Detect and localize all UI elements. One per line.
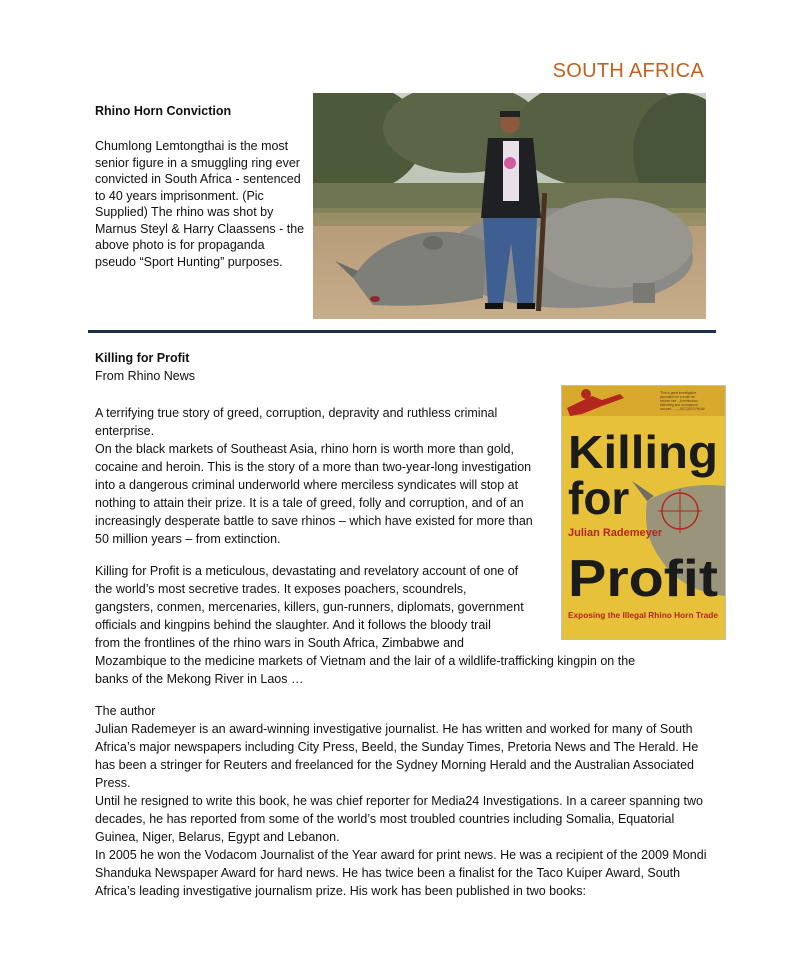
cover-title-line3: Profit: [568, 550, 718, 608]
cover-author: Julian Rademeyer: [568, 527, 663, 539]
cover-title-line1: Killing: [568, 426, 718, 478]
summary-line: the world’s most secretive trades. It exposes poachers, scoundrels,: [95, 582, 467, 596]
cover-title-line2: for: [568, 472, 630, 524]
book-description-intro: A terrifying true story of greed, corruption, depravity and ruthless criminal enterprise.: [95, 406, 498, 438]
killing-for-profit-heading: Killing for Profit: [95, 351, 190, 365]
author-paragraph-3: In 2005 he won the Vodacom Journalist of the Year award for print news. He was a recipient of the 2009 Mondi Shanduka Newspaper Award for hard news. He has twice been a finalist for the Taco Kuiper Award, South Africa’s leading investigative journalism prize. His work has been published in two books:: [95, 848, 707, 898]
cover-blurb: 'This is great investigative journalism on a scale we seldom see... A meticulous, disturbing and courageous account...' — JACQUES PAUW: [660, 391, 705, 411]
rhino-conviction-heading: Rhino Horn Conviction: [95, 104, 232, 118]
source-line: From Rhino News: [95, 369, 196, 383]
summary-line: gangsters, conmen, mercenaries, killers, gun-runners, diplomats, government: [95, 600, 524, 614]
section-divider: [88, 330, 716, 333]
summary-line: Mozambique to the medicine markets of Vietnam and the lair of a wildlife-trafficking kingpin on the: [95, 654, 636, 668]
cover-subtitle: Exposing the Illegal Rhino Horn Trade: [568, 610, 719, 620]
summary-line: officials and kingpins behind the slaughter. And it follows the bloody trail: [95, 618, 491, 632]
summary-line: banks of the Mekong River in Laos …: [95, 672, 304, 686]
summary-line: Killing for Profit is a meticulous, devastating and revelatory account of one of: [95, 564, 519, 578]
page-section-title: SOUTH AFRICA: [552, 60, 704, 82]
author-section: [95, 702, 720, 900]
author-paragraph-2: Until he resigned to write this book, he was chief reporter for Media24 Investigations. In a career spanning two decades, he has reported from some of the world’s most troubled countries including Somalia, Equatorial Guinea, Niger, Belarus, Egypt and Lebanon.: [95, 794, 703, 844]
author-heading: The author: [95, 704, 156, 718]
author-paragraph-1: Julian Rademeyer is an award-winning investigative journalist. He has written and worked for many of South Africa’s major newspapers including City Press, Beeld, the Sunday Times, Pretoria News and The Herald. He has been a stringer for Reuters and freelanced for the Sydney Morning Herald and the Australian Associated Press.: [95, 722, 699, 790]
book-cover-image: [561, 385, 726, 640]
book-description: [95, 404, 545, 548]
hunter-rhino-photo: [313, 93, 706, 319]
book-description-body: On the black markets of Southeast Asia, rhino horn is worth more than gold, cocaine and heroin. This is the story of a more than two-year-long investigation into a dangerous criminal underworld where merciless syndicates will stop at nothing to attain their prize. It is a tale of greed, folly and corruption, and of an increasingly desperate battle to save rhinos – which have existed for more than 50 million years – from extinction.: [95, 442, 533, 546]
summary-line: from the frontlines of the rhino wars in South Africa, Zimbabwe and: [95, 636, 464, 650]
rhino-conviction-caption: Chumlong Lemtongthai is the most senior figure in a smuggling ring ever convicted in South Africa - sentenced to 40 years imprisonment. (Pic Supplied) The rhino was shot by Marnus Steyl & Harry Claassens - the above photo is for propaganda pseudo “Sport Hunting” purposes.: [95, 139, 305, 269]
